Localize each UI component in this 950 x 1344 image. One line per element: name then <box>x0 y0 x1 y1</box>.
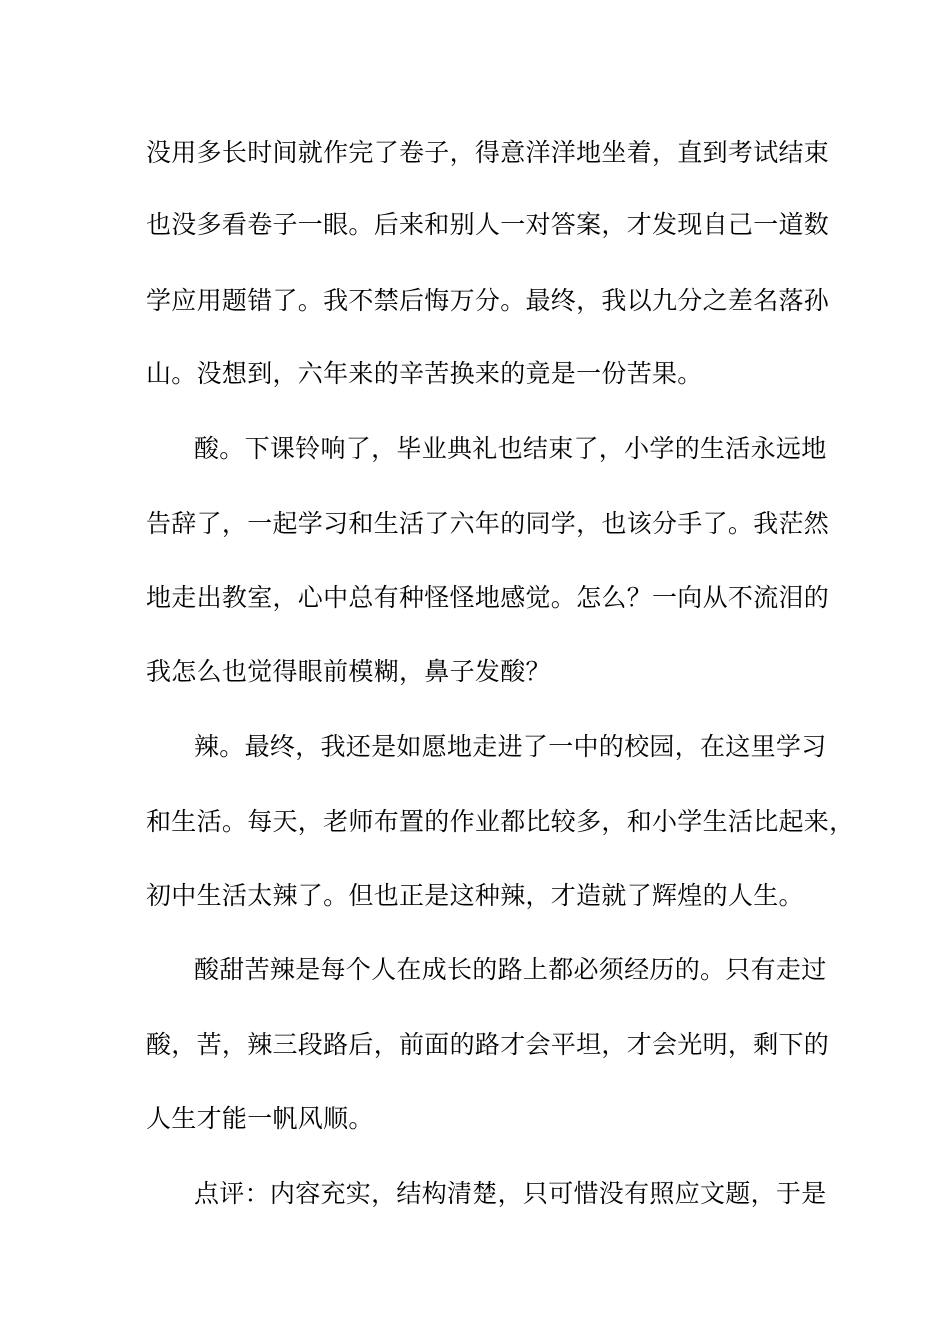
text-line: 我怎么也觉得眼前模糊，鼻子发酸？ <box>146 657 551 686</box>
text-line: 也没多看卷子一眼。后来和别人一对答案，才发现自己一道数 <box>146 210 830 239</box>
text-line: 没用多长时间就作完了卷子，得意洋洋地坐着，直到考试结束 <box>146 138 830 167</box>
text-line: 山。没想到，六年来的辛苦换来的竟是一份苦果。 <box>146 359 703 388</box>
text-line: 初中生活太辣了。但也正是这种辣，才造就了辉煌的人生。 <box>146 881 804 910</box>
text-line: 酸，苦，辣三段路后，前面的路才会平坦，才会光明，剩下的 <box>146 1030 830 1059</box>
paragraph-start-line: 辣。最终，我还是如愿地走进了一中的校园，在这里学习 <box>194 732 827 761</box>
text-line: 人生才能一帆风顺。 <box>146 1104 374 1133</box>
paragraph-start-line: 酸甜苦辣是每个人在成长的路上都必须经历的。只有走过 <box>194 955 827 984</box>
comment-line: 点评：内容充实，结构清楚，只可惜没有照应文题，于是 <box>194 1179 827 1208</box>
text-line: 和生活。每天，老师布置的作业都比较多，和小学生活比起来， <box>146 807 855 836</box>
text-line: 告辞了，一起学习和生活了六年的同学，也该分手了。我茫然 <box>146 509 830 538</box>
text-line: 地走出教室，心中总有种怪怪地感觉。怎么？一向从不流泪的 <box>146 583 830 612</box>
text-line: 学应用题错了。我不禁后悔万分。最终，我以九分之差名落孙 <box>146 286 830 315</box>
paragraph-start-line: 酸。下课铃响了，毕业典礼也结束了，小学的生活永远地 <box>194 434 827 463</box>
